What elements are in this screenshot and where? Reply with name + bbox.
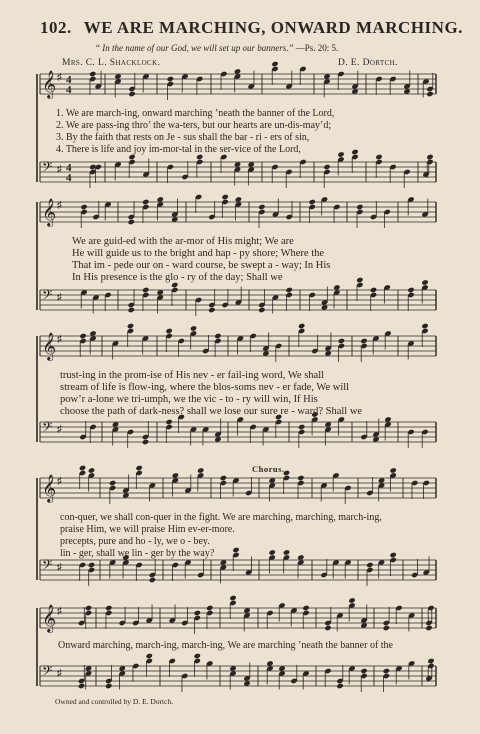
verse-line: choose the path of dark-ness? shall we lose our sure re - ward? Shall we — [60, 406, 363, 417]
note-head — [271, 61, 278, 67]
note-head — [426, 91, 433, 97]
note-head — [258, 307, 265, 313]
time-signature: 4 — [66, 162, 72, 174]
key-signature-sharp-icon: ♯ — [57, 562, 62, 573]
copyright-footer: Owned and controlled by D. E. Dortch. — [55, 697, 174, 706]
time-signature: 4 — [66, 172, 72, 184]
note-head — [165, 419, 172, 425]
lyrics-system-4 — [60, 512, 382, 560]
note-head — [78, 683, 85, 689]
verse-line: He will guide us to the bright and hap - py shore; Where the — [72, 248, 325, 259]
bass-staff — [40, 653, 436, 692]
note-head — [366, 562, 373, 568]
epigraph-reference: —Ps. 20: 5. — [295, 43, 339, 53]
note-head — [407, 287, 414, 293]
treble-staff — [40, 465, 436, 504]
note-head — [390, 467, 397, 473]
note-head — [142, 439, 149, 445]
treble-clef-icon: 𝄞 — [42, 474, 57, 502]
note-head — [109, 480, 116, 486]
note-head — [194, 610, 201, 616]
hymn-title-text: WE ARE MARCHING, ONWARD MARCHING. — [83, 18, 463, 37]
hymn-title — [40, 18, 463, 38]
note-head — [88, 467, 95, 473]
note-head — [220, 475, 227, 481]
note-head — [427, 658, 434, 664]
note-head — [390, 552, 397, 558]
verse-line: trust-ing in the prom-ise of His nev - er fail-ing word, We shall — [60, 370, 325, 381]
bass-clef-icon: 𝄢 — [42, 663, 53, 682]
lyricist-credit: Mrs. C. L. Shacklock. — [62, 58, 161, 68]
note-head — [89, 71, 96, 77]
note-head — [142, 199, 149, 205]
note-head — [88, 562, 95, 568]
note-head — [105, 683, 112, 689]
note-head — [80, 204, 87, 210]
verse-line: con-quer, we shall con-quer in the fight. We are marching, marching, march-ing, — [60, 512, 382, 523]
key-signature-sharp-icon: ♯ — [57, 334, 62, 345]
lyrics-system-3 — [60, 370, 362, 418]
note-head — [208, 307, 215, 313]
note-head — [375, 154, 382, 160]
note-head — [425, 625, 432, 631]
key-signature-sharp-icon: ♯ — [57, 668, 62, 679]
verse-line: pow’r a-lone we tri-umph, we the vic - to - ry will win, If His — [60, 394, 318, 405]
composer-credit: D. E. Dortch. — [338, 58, 398, 68]
bass-clef-icon: 𝄢 — [42, 159, 53, 178]
note-head — [336, 683, 343, 689]
verse-line: stream of life is flow-ing, where the blos-soms nev - er fade, We will — [60, 382, 350, 393]
note-head — [298, 424, 305, 430]
note-head — [370, 287, 377, 293]
treble-clef-icon: 𝄞 — [42, 604, 57, 632]
verse-line: precepts, pure and ho - ly, we o - bey. — [60, 536, 210, 547]
treble-clef-icon: 𝄞 — [42, 198, 57, 226]
treble-staff — [40, 194, 436, 228]
bass-clef-icon: 𝄢 — [42, 419, 53, 438]
note-head — [337, 151, 344, 157]
lyrics-system-1 — [56, 108, 334, 156]
time-signature: 4 — [66, 74, 72, 86]
note-head — [79, 465, 86, 471]
verse-line: 2. We are pass-ing thro’ the wa-ters, but our hearts are un-dis-may’d; — [56, 120, 332, 131]
note-head — [142, 287, 149, 293]
key-signature-sharp-icon: ♯ — [57, 72, 62, 83]
verse-line: 4. There is life and joy im-mor-tal in the ser-vice of the Lord, — [56, 144, 301, 155]
note-head — [356, 277, 363, 283]
key-signature-sharp-icon: ♯ — [57, 476, 62, 487]
verse-line: 3. By the faith that rests on Je - sus shall the bar - ri - ers of sin, — [56, 132, 310, 143]
hymn-number: 102. — [40, 18, 72, 37]
note-head — [258, 204, 265, 210]
note-head — [360, 338, 367, 344]
note-head — [283, 470, 290, 476]
note-head — [149, 577, 156, 583]
treble-clef-icon: 𝄞 — [42, 332, 57, 360]
treble-staff — [40, 595, 436, 634]
note-head — [338, 338, 345, 344]
note-head — [214, 333, 221, 339]
note-head — [167, 76, 174, 82]
verse-line: lin - ger, shall we lin - ger by the way? — [60, 548, 215, 559]
bass-clef-icon: 𝄢 — [42, 557, 53, 576]
note-head — [360, 668, 367, 674]
lyrics-system-2 — [72, 236, 330, 284]
note-head — [105, 605, 112, 611]
key-signature-sharp-icon: ♯ — [57, 164, 62, 175]
note-head — [135, 465, 142, 471]
note-head — [206, 605, 213, 611]
note-head — [197, 467, 204, 473]
note-head — [302, 605, 309, 611]
chorus-label: Chorus. — [252, 464, 285, 474]
bass-clef-icon: 𝄢 — [42, 287, 53, 306]
verse-line: That im - pede our on - ward course, be swept a - way; In His — [72, 260, 331, 271]
note-head — [297, 475, 304, 481]
note-head — [309, 199, 316, 205]
key-signature-sharp-icon: ♯ — [57, 292, 62, 303]
chorus-line: Onward marching, march-ing, march-ing, We are marching ’neath the banner of the — [58, 640, 393, 651]
note-head — [324, 625, 331, 631]
key-signature-sharp-icon: ♯ — [57, 200, 62, 211]
note-head — [356, 204, 363, 210]
note-head — [128, 219, 135, 225]
note-head — [351, 149, 358, 155]
note-head — [128, 91, 135, 97]
note-head — [194, 653, 201, 659]
note-head — [85, 605, 92, 611]
note-head — [383, 625, 390, 631]
key-signature-sharp-icon: ♯ — [57, 424, 62, 435]
time-signature: 4 — [66, 84, 72, 96]
verse-line: 1. We are march-ing, onward marching ’neath the banner of the Lord, — [56, 108, 335, 119]
note-head — [146, 653, 153, 659]
note-head — [79, 333, 86, 339]
verse-line: In His presence is the glo - ry of the day; Shall we — [72, 272, 283, 283]
note-head — [323, 164, 330, 170]
note-head — [286, 287, 293, 293]
note-head — [383, 668, 390, 674]
treble-clef-icon: 𝄞 — [42, 70, 57, 98]
verse-line: praise Him, we will praise Him ev-er-more. — [60, 524, 235, 535]
key-signature-sharp-icon: ♯ — [57, 606, 62, 617]
verse-line: We are guid-ed with the ar-mor of His might; We are — [72, 236, 294, 247]
scripture-epigraph — [95, 43, 338, 53]
note-head — [426, 154, 433, 160]
treble-staff — [40, 61, 436, 100]
epigraph-quote: “ In the name of our God, we will set up our banners.” — [95, 43, 294, 53]
note-head — [128, 307, 135, 313]
note-head — [421, 279, 428, 285]
lyrics-system-5 — [58, 640, 393, 652]
